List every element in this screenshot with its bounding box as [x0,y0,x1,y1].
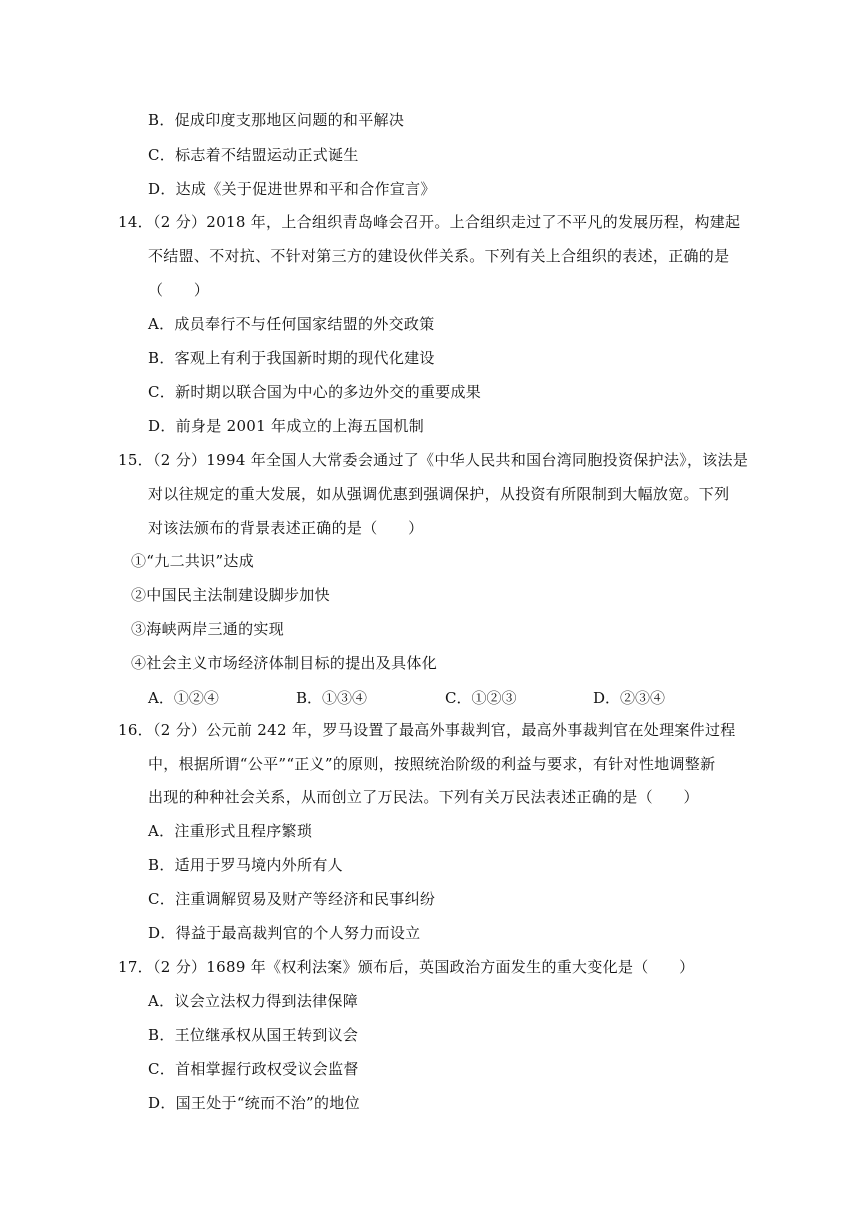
q15-item-4: ④社会主义市场经济体制目标的提出及具体化 [131,654,438,672]
q14-stem-line-1: 14．（2 分）2018 年，上合组织青岛峰会召开。上合组织走过了不平凡的发展历程，构建起 [118,213,741,231]
q14-option-a: A．成员奉行不与任何国家结盟的外交政策 [148,315,435,333]
q15-stem-line-3: 对该法颁布的背景表述正确的是（ ） [148,519,424,537]
q14-stem-line-3: （ ） [148,281,210,299]
q16-option-b: B．适用于罗马境内外所有人 [148,856,343,874]
q15-option-b: B．①③④ [296,689,368,707]
q15-stem-line-2: 对以往规定的重大发展，如从强调优惠到强调保护，从投资有所限制到大幅放宽。下列 [148,485,730,503]
q14-option-c: C．新时期以联合国为中心的多边外交的重要成果 [148,383,482,401]
q15-option-d: D．②③④ [593,689,666,707]
q14-stem-line-2: 不结盟、不对抗、不针对第三方的建设伙伴关系。下列有关上合组织的表述，正确的是 [148,247,730,265]
q15-item-3: ③海峡两岸三通的实现 [131,620,285,638]
q15-option-c: C．①②③ [445,689,517,707]
q15-item-1: ①“九二共识”达成 [131,552,255,570]
q15-item-2: ②中国民主法制建设脚步加快 [131,586,330,604]
q17-option-d: D．国王处于“统而不治”的地位 [148,1094,360,1112]
q16-option-c: C．注重调解贸易及财产等经济和民事纠纷 [148,890,436,908]
q14-option-b: B．客观上有利于我国新时期的现代化建设 [148,349,435,367]
q16-stem-line-1: 16．（2 分）公元前 242 年，罗马设置了最高外事裁判官，最高外事裁判官在处理案件过程 [118,721,736,739]
q13-option-c: C．标志着不结盟运动正式诞生 [148,146,359,164]
q13-option-b: B．促成印度支那地区问题的和平解决 [148,111,405,129]
q16-stem-line-3: 出现的种种社会关系，从而创立了万民法。下列有关万民法表述正确的是（ ） [148,788,699,806]
q17-option-c: C．首相掌握行政权受议会监督 [148,1060,359,1078]
q17-stem-line-1: 17．（2 分）1689 年《权利法案》颁布后，英国政治方面发生的重大变化是（ ） [118,958,695,976]
q15-option-a: A．①②④ [148,689,219,707]
q16-stem-line-2: 中，根据所谓“公平”“正义”的原则，按照统治阶级的利益与要求，有针对性地调整新 [148,755,716,773]
q16-option-a: A．注重形式且程序繁琐 [148,822,313,840]
q17-option-a: A．议会立法权力得到法律保障 [148,992,359,1010]
q17-option-b: B．王位继承权从国王转到议会 [148,1026,359,1044]
q14-option-d: D．前身是 2001 年成立的上海五国机制 [148,417,425,435]
q13-option-d: D．达成《关于促进世界和平和合作宣言》 [148,180,436,198]
q15-stem-line-1: 15．（2 分）1994 年全国人大常委会通过了《中华人民共和国台湾同胞投资保护法》，该法是 [118,451,749,469]
q16-option-d: D．得益于最高裁判官的个人努力而设立 [148,924,421,942]
